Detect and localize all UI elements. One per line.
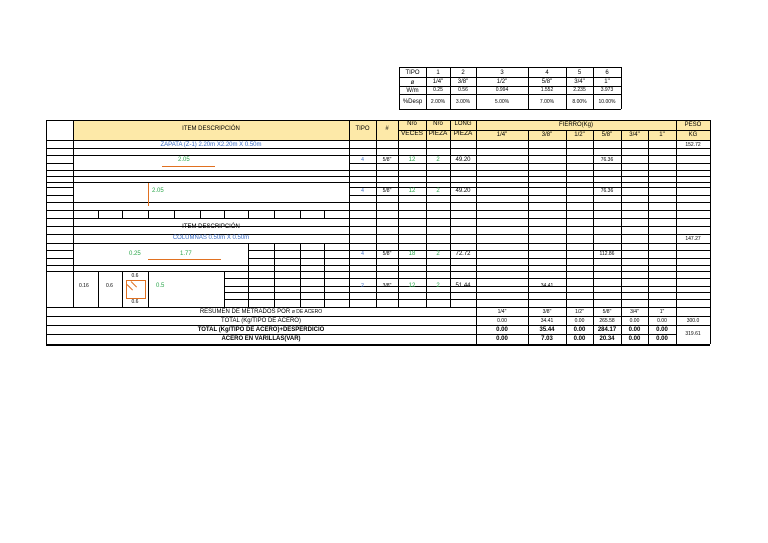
header-fierro: FIERRO(Kg) [558, 122, 593, 128]
columnas-tipo: 4 [361, 251, 364, 257]
zapata-veces: 12 [408, 188, 416, 194]
desp-value: 2.00% [430, 99, 446, 105]
columnas-num: 5/8" [382, 251, 392, 257]
resumen-diameter: 3/4" [630, 309, 639, 315]
columnas-pieza: 2 [436, 251, 440, 257]
columnas-item: ITEM DESCRIPCIÓN [182, 224, 240, 230]
desp-value: 10.00% [598, 99, 616, 105]
zapata-tipo: 4 [361, 188, 364, 194]
desp-value: 7.00% [539, 99, 555, 105]
tipo-value: 1 [436, 70, 440, 76]
header-peso-bottom: KG [688, 132, 698, 138]
resumen-total3: ACERO EN VARILLAS(VAR) [221, 336, 301, 342]
stirrup-dim-left: 0.16 [79, 283, 89, 289]
wm-value: 3.973 [600, 87, 614, 93]
resumen-row1-value: 0.00 [657, 318, 667, 324]
rebar-sketch [148, 259, 221, 260]
row-label-phi: ø [410, 80, 415, 86]
columnas-peso: 147.27 [685, 236, 701, 242]
header-long-top: LONG [454, 121, 472, 127]
desp-value: 5.00% [494, 99, 510, 105]
resumen-row1-value: 0.00 [574, 318, 585, 324]
zapata-dim: 2.05 [178, 157, 190, 163]
resumen-row3-value: 7.03 [541, 336, 553, 342]
resumen-row3-value: 0.00 [573, 336, 586, 342]
header-nro-veces-top: Nro [407, 121, 417, 127]
resumen-diameter: 1/4" [497, 309, 507, 315]
phi-value: 1" [604, 79, 610, 85]
rebar-sketch [162, 166, 215, 167]
phi-value: 5/8" [541, 79, 553, 85]
resumen-row3-value: 0.00 [496, 336, 508, 342]
wm-value: 0.56 [458, 87, 468, 93]
phi-value: 1/2" [496, 79, 508, 85]
columnas-dim-a: 0.25 [129, 251, 141, 257]
zapata-pieza: 2 [436, 188, 440, 194]
tipo-value: 5 [577, 70, 582, 76]
resumen-row1-value: 34.41 [540, 318, 554, 324]
rebar-sketch [148, 183, 149, 206]
resumen-row2-value: 0.00 [496, 327, 508, 333]
zapata-veces: 12 [408, 157, 416, 163]
desp-value: 3.00% [455, 99, 471, 105]
resumen-title-text: RESUMEN DE METRADOS POR [199, 309, 292, 315]
resumen-diameter: 1/2" [575, 309, 584, 315]
header-long-bottom: PIEZA [453, 130, 473, 137]
tipo-value: 2 [461, 70, 465, 76]
zapata-pieza: 2 [436, 157, 440, 163]
columnas-long: 51.44 [455, 283, 471, 289]
stirrup-dim-bottom: 0.6 [131, 299, 139, 305]
resumen-row3-value: 20.34 [599, 336, 615, 342]
resumen-title [46, 309, 476, 315]
stirrup-dim-right: 0.5 [156, 283, 165, 289]
columnas-kg: 34.41 [540, 283, 554, 289]
row-label-tipo: TIPO [405, 70, 420, 76]
phi-value: 1/4" [432, 79, 444, 85]
header-diameter: 3/8" [541, 132, 553, 138]
resumen-row1-value: 265.58 [599, 318, 615, 324]
header-nro-pieza-bottom: PIEZA [428, 130, 448, 137]
zapata-long: 49.20 [455, 188, 471, 194]
resumen-row2-value: 35.44 [539, 327, 555, 333]
header-diameter: 1/4" [496, 132, 508, 138]
row-label-wm: W/m [406, 88, 419, 94]
resumen-total1: TOTAL (Kg/TIPO DE ACERO) [221, 318, 301, 324]
tipo-value: 3 [500, 70, 504, 76]
columnas-kg: 112.86 [599, 251, 615, 257]
wm-value: 2.235 [573, 87, 586, 93]
columnas-tipo: 2 [361, 283, 364, 289]
header-nro-veces-bottom: VECES [400, 130, 424, 137]
wm-value: 1.552 [540, 87, 554, 93]
zapata-num: 5/8" [382, 157, 392, 163]
tipo-value: 6 [605, 70, 609, 76]
phi-value: 3/8" [457, 79, 469, 85]
wm-value: 0.25 [433, 87, 443, 93]
columnas-dim-b: 1.77 [180, 251, 192, 257]
header-item-descripcion: ITEM DESCRIPCIÓN [182, 126, 240, 132]
resumen-row1-value: 0.00 [629, 318, 640, 324]
resumen-title-small: ø DE ACERO [291, 309, 323, 315]
wm-value: 0.994 [495, 87, 509, 93]
resumen-peso2: 319.61 [685, 331, 701, 337]
resumen-row1-value: 0.00 [497, 318, 507, 324]
resumen-row2-value: 284.17 [597, 327, 617, 333]
columnas-pieza: 2 [436, 283, 440, 289]
resumen-peso1: 300.0 [686, 318, 700, 324]
resumen-row2-value: 0.00 [656, 327, 668, 333]
header-diameter: 3/4" [629, 132, 640, 138]
resumen-row3-value: 0.00 [656, 336, 668, 342]
resumen-total2: TOTAL (Kg/TIPO DE ACERO)+DESPERDICIO [197, 327, 325, 333]
columnas-num: 3/8" [382, 283, 392, 289]
zapata-long: 49.20 [455, 157, 471, 163]
resumen-diameter: 1" [659, 309, 665, 315]
zapata-num: 5/8" [382, 188, 392, 194]
phi-value: 3/4" [574, 79, 585, 85]
zapata-title: ZAPATA (Z-1) 2.20m X2.20m X 0.50m [160, 142, 262, 148]
columnas-long: 72.72 [455, 251, 471, 257]
columnas-veces: 18 [408, 251, 416, 257]
tipo-value: 4 [545, 70, 549, 76]
zapata-kg: 76.36 [600, 157, 614, 163]
header-tipo: TIPO [355, 126, 370, 132]
stirrup-dim-a: 0.6 [106, 283, 113, 289]
desp-value: 8.00% [572, 99, 587, 105]
zapata-dim: 2.05 [152, 188, 164, 194]
header-nro-pieza-top: Nro [433, 121, 443, 127]
stirrup-sketch [126, 280, 146, 299]
resumen-diameter: 3/8" [542, 309, 552, 315]
zapata-tipo: 4 [361, 157, 364, 163]
resumen-row2-value: 0.00 [573, 327, 586, 333]
zapata-peso: 152.72 [685, 142, 701, 148]
stirrup-dim-top: 0.6 [131, 273, 139, 279]
columnas-veces: 12 [408, 283, 416, 289]
header-diameter: 1" [659, 132, 665, 138]
resumen-row3-value: 0.00 [628, 336, 641, 342]
columnas-title: COLUMNAS 0.50m X 0.50m [172, 235, 250, 241]
zapata-kg: 76.36 [600, 188, 614, 194]
header-diameter: 1/2" [574, 132, 585, 138]
row-label-desp: %Desp [402, 99, 423, 105]
header-diameter: 5/8" [601, 132, 613, 138]
header-num: # [385, 126, 389, 132]
header-peso-top: PESO [684, 122, 702, 128]
resumen-row2-value: 0.00 [628, 327, 641, 333]
resumen-diameter: 5/8" [602, 309, 612, 315]
